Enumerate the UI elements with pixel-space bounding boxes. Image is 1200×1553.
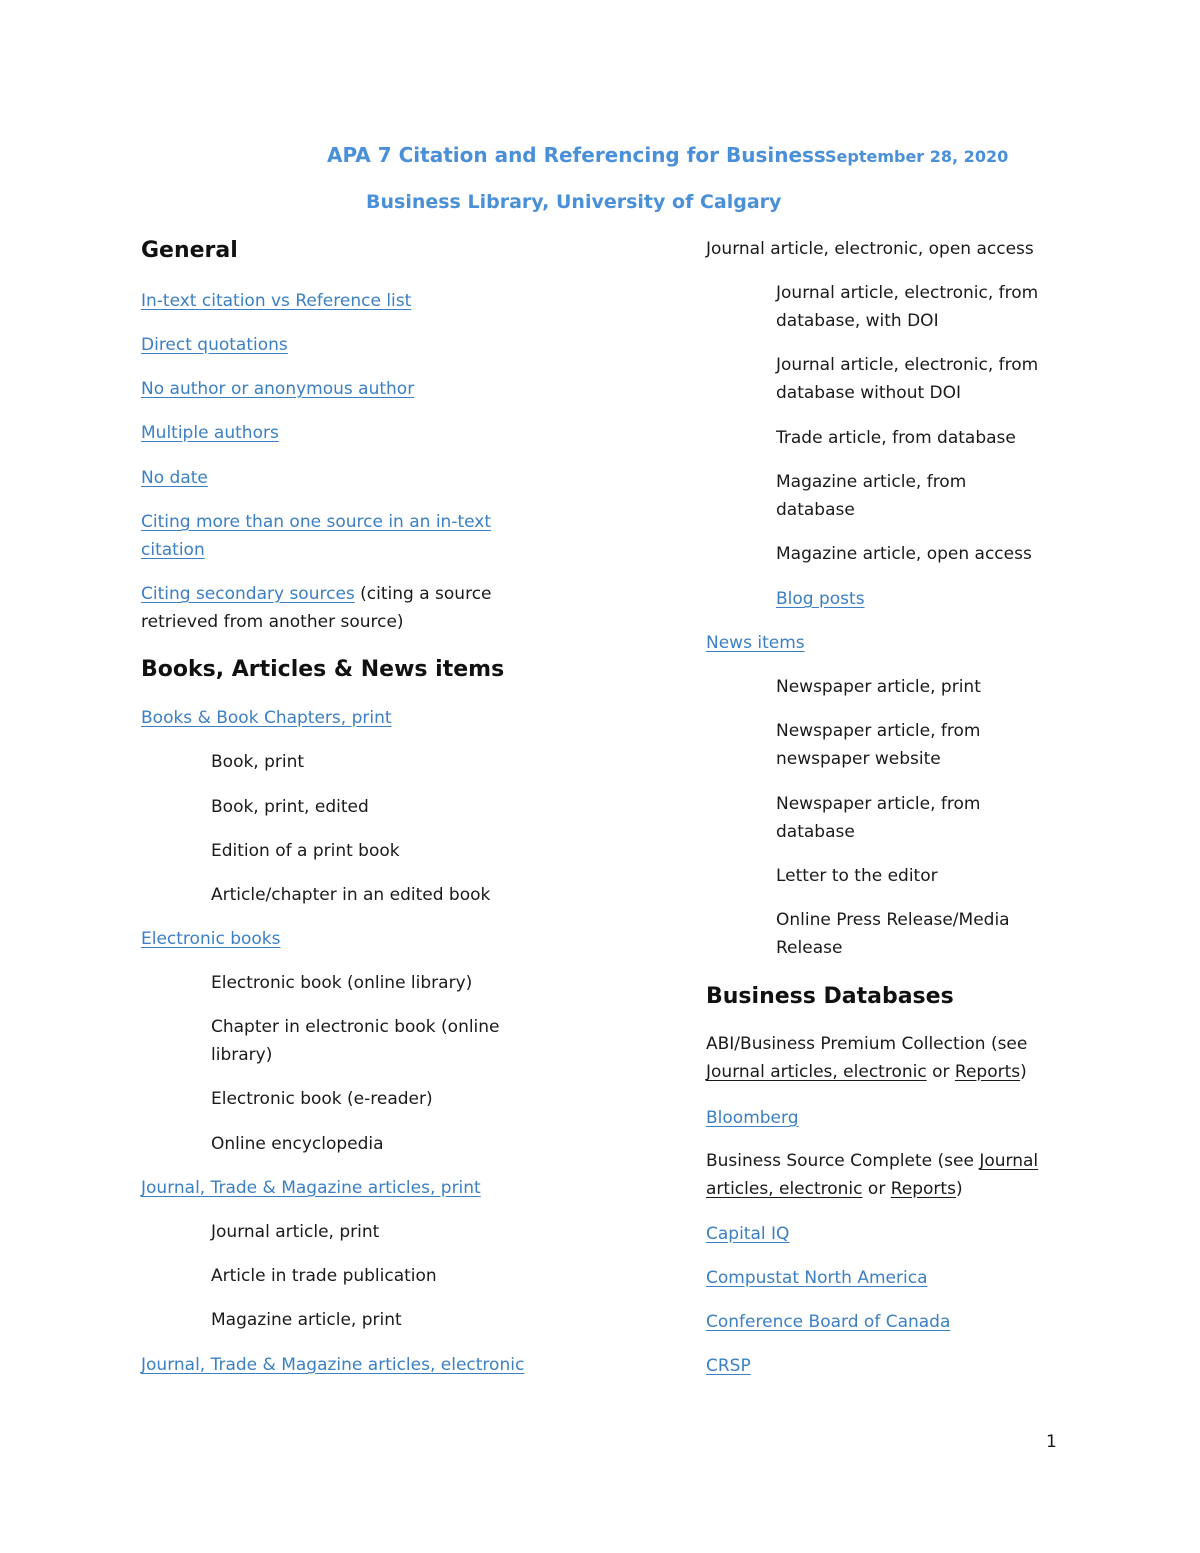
list-item: Book, print [211, 752, 305, 772]
abi-or: or [926, 1062, 955, 1082]
bsc-paragraph [706, 1147, 1066, 1203]
list-item: Journal article, print [211, 1222, 380, 1242]
list-item: Article in trade publication [211, 1266, 437, 1286]
heading-general: General [141, 238, 238, 263]
list-item: Journal article, electronic, from database without DOI [776, 355, 1039, 403]
page-subtitle: Business Library, University of Calgary [366, 191, 782, 213]
list-item: Magazine article, print [211, 1310, 402, 1330]
heading-books-articles-news: Books, Articles & News items [141, 657, 505, 682]
list-item: Magazine article, open access [776, 544, 1032, 564]
list-item: Newspaper article, print [776, 677, 981, 697]
list-item: Newspaper article, from newspaper website [776, 721, 981, 769]
link-citing-secondary[interactable]: Citing secondary sources [141, 584, 355, 604]
journal-open-access: Journal article, electronic, open access [706, 239, 1034, 259]
link-abi-journal-articles[interactable]: Journal articles, electronic [706, 1062, 927, 1082]
link-capital-iq[interactable]: Capital IQ [706, 1224, 790, 1244]
page-number: 1 [1046, 1432, 1057, 1452]
citing-secondary-paragraph [141, 580, 541, 636]
document-date: September 28, 2020 [825, 147, 1009, 166]
list-item: Trade article, from database [776, 428, 1016, 448]
link-crsp[interactable]: CRSP [706, 1356, 751, 1376]
link-books-print[interactable]: Books & Book Chapters, print [141, 708, 392, 728]
link-multiple-authors[interactable]: Multiple authors [141, 423, 279, 443]
link-compustat[interactable]: Compustat North America [706, 1268, 928, 1288]
title-row [0, 143, 1200, 177]
list-item: Electronic book (e-reader) [211, 1089, 433, 1109]
link-direct-quotations[interactable]: Direct quotations [141, 335, 288, 355]
list-item: Letter to the editor [776, 866, 938, 886]
list-item: Article/chapter in an edited book [211, 885, 491, 905]
link-citing-more-than-one[interactable]: Citing more than one source in an in-text citation [141, 512, 492, 560]
list-item: Newspaper article, from database [776, 794, 981, 842]
abi-paragraph [706, 1030, 1066, 1086]
list-item: Book, print, edited [211, 797, 369, 817]
bsc-suffix: ) [955, 1179, 963, 1199]
link-bsc-journal-articles[interactable]: Journal articles, electronic [706, 1151, 1039, 1199]
list-item: Edition of a print book [211, 841, 400, 861]
link-bsc-reports[interactable]: Reports [890, 1179, 956, 1199]
heading-business-databases: Business Databases [706, 984, 954, 1009]
bsc-prefix: Business Source Complete (see [706, 1151, 980, 1171]
list-item: Electronic book (online library) [211, 973, 473, 993]
list-item: Chapter in electronic book (online library) [211, 1017, 500, 1065]
list-item: Online encyclopedia [211, 1134, 384, 1154]
page-title: APA 7 Citation and Referencing for Business [327, 143, 826, 167]
link-electronic-books[interactable]: Electronic books [141, 929, 281, 949]
link-no-date[interactable]: No date [141, 468, 208, 488]
link-blog-posts[interactable]: Blog posts [776, 589, 865, 609]
bsc-or: or [862, 1179, 891, 1199]
citing-secondary-suffix: (citing a source retrieved from another source) [141, 584, 492, 632]
link-conference-board[interactable]: Conference Board of Canada [706, 1312, 951, 1332]
list-item: Journal article, electronic, from database, with DOI [776, 283, 1039, 331]
link-bloomberg[interactable]: Bloomberg [706, 1108, 799, 1128]
link-abi-reports[interactable]: Reports [954, 1062, 1021, 1082]
link-in-text-vs-reference[interactable]: In-text citation vs Reference list [141, 291, 412, 311]
abi-suffix: ) [1020, 1062, 1027, 1082]
link-news-items[interactable]: News items [706, 633, 805, 653]
link-jtm-electronic[interactable]: Journal, Trade & Magazine articles, electronic [141, 1355, 525, 1375]
list-item: Online Press Release/Media Release [776, 910, 1010, 958]
link-no-author[interactable]: No author or anonymous author [141, 379, 415, 399]
list-item: Magazine article, from database [776, 472, 967, 520]
link-jtm-print[interactable]: Journal, Trade & Magazine articles, print [141, 1178, 481, 1198]
abi-prefix: ABI/Business Premium Collection (see [706, 1034, 1028, 1054]
